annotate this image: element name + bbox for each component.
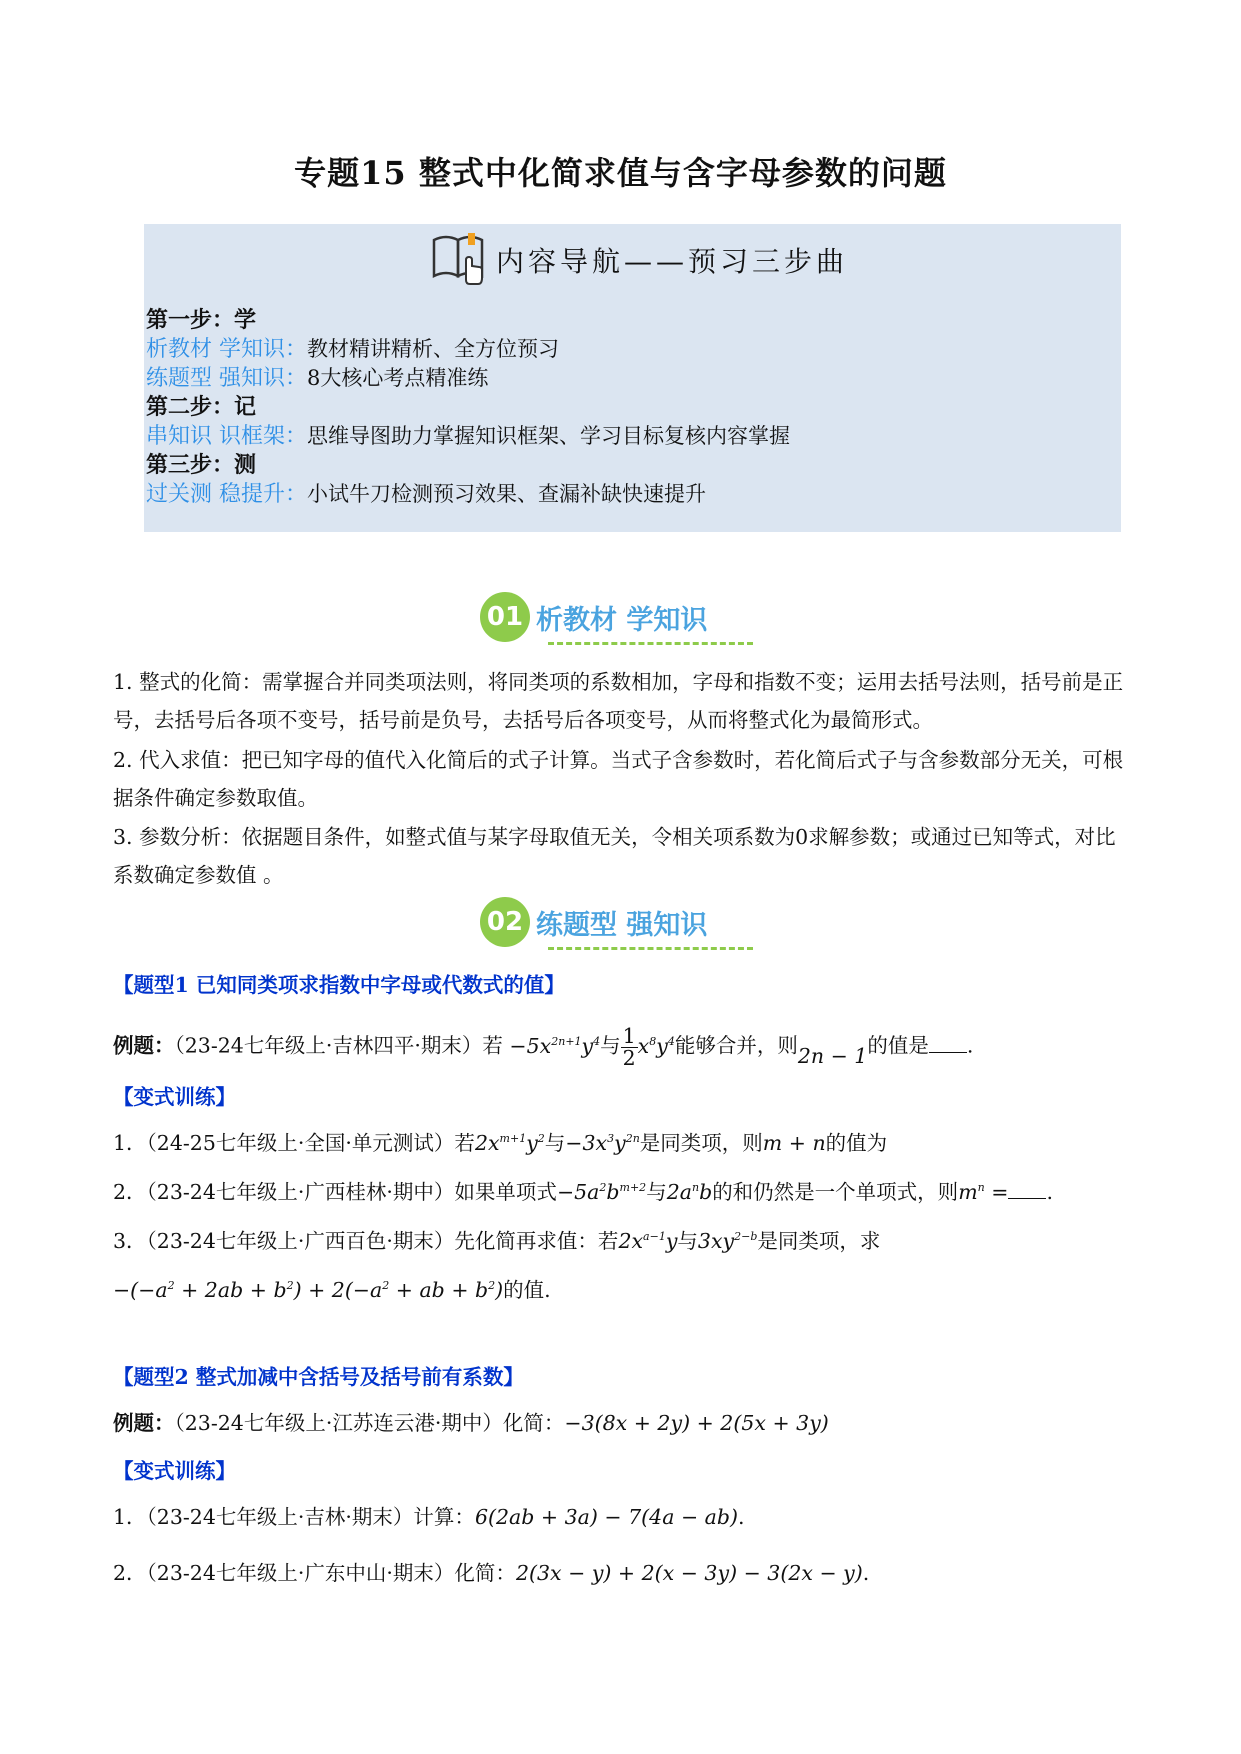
- q3-like-terms: 是同类项，求: [757, 1229, 881, 1253]
- type-1-question-3-expression: [113, 1273, 551, 1303]
- knowledge-point-2: 2. 代入求值：把已知字母的值代入化简后的式子计算。当式子含参数时，若化简后式子与含参数部分无关，可根据条件确定参数取值。: [113, 748, 1124, 810]
- math-q2-b: $2a^nb$: [666, 1180, 713, 1204]
- q2-number: 2．: [113, 1180, 147, 1204]
- math-t2-example: −3(8x + 2y) + 2(5x + 3y): [564, 1411, 829, 1435]
- type-2-question-1: 1．（23-24七年级上·吉林·期末）计算：6(2ab + 3a) − 7(4a − ab).: [113, 1505, 745, 1529]
- text-and: 与: [600, 1033, 621, 1058]
- q1-number: 1．: [113, 1131, 147, 1155]
- nav-line-1-label: 析教材 学知识：: [146, 337, 307, 362]
- q2-source: （23-24七年级上·广西桂林·期中）如果单项式: [146, 1180, 557, 1204]
- knowledge-point-3: 3. 参数分析：依据题目条件，如整式值与某字母取值无关，令相关项系数为0求解参数；或通过已知等式，对比系数确定参数值 。: [113, 825, 1116, 887]
- type-2-example: [113, 1406, 829, 1436]
- q2-answer-blank: [1008, 1197, 1046, 1199]
- q3-source: （23-24七年级上·广西百色·期末）先化简再求值：若: [146, 1229, 619, 1253]
- nav-line-1-text: 教材精讲精析、全方位预习: [307, 337, 559, 361]
- q3-and: 与: [677, 1229, 698, 1253]
- math-q3-b: $3xy^{2-b}$: [697, 1229, 758, 1253]
- q3-number: 3．: [113, 1229, 147, 1253]
- math-2n-1: 2n − 1: [797, 1043, 868, 1068]
- nav-line-2-text: 8大核心考点精准练: [307, 366, 489, 390]
- nav-line-1: [146, 335, 559, 364]
- math-monomial-b: $x^8y^4$: [637, 1033, 675, 1058]
- t2-q2-source: （23-24七年级上·广东中山·期末）化简：: [146, 1561, 516, 1585]
- math-q2-a: $-5a^2b^{m+2}$: [556, 1180, 647, 1204]
- step-1-heading: 第一步：学: [146, 307, 257, 333]
- type-2-heading: 【题型2 整式加减中含括号及括号前有系数】: [113, 1365, 524, 1389]
- nav-header: [430, 230, 848, 290]
- q2-sum-text: 的和仍然是一个单项式，则: [712, 1180, 959, 1204]
- nav-line-3: [146, 422, 790, 451]
- nav-line-4-label: 过关测 稳提升：: [146, 482, 307, 507]
- type-1-variant-heading: 【变式训练】: [113, 1085, 236, 1109]
- type-2-example-label: 例题：: [113, 1411, 175, 1435]
- nav-line-4-text: 小试牛刀检测预习效果、查漏补缺快速提升: [307, 482, 706, 506]
- q1-like-terms: 是同类项，则: [639, 1131, 763, 1155]
- section-01-header: [480, 592, 707, 642]
- t2-q1-number: 1．: [113, 1505, 147, 1529]
- section-02-header: [480, 897, 707, 947]
- type-1-example: 例题：（23-24七年级上·吉林四平·期末）若 $-5x^{2n+1}y^4$与 $\frac{1}{2}$ $x^8y^4$能够合并，则2n − 1的值是 .: [113, 1024, 974, 1070]
- math-q3-a: $2x^{a-1}y$: [618, 1229, 678, 1253]
- section-02-dash: [548, 947, 753, 950]
- section-01-title: 析教材 学知识: [536, 604, 708, 636]
- page-title: 专题15 整式中化简求值与含字母参数的问题: [294, 154, 947, 192]
- type-1-heading: 【题型1 已知同类项求指数中字母或代数式的值】: [113, 973, 565, 997]
- math-q1-b: $-3x^3y^{2n}$: [565, 1131, 640, 1155]
- q1-and: 与: [544, 1131, 566, 1155]
- example-source: （23-24七年级上·吉林四平·期末）若: [174, 1033, 503, 1058]
- example-label: 例题：: [113, 1033, 175, 1058]
- answer-blank: [929, 1051, 967, 1053]
- type-1-question-2: 2．（23-24七年级上·广西桂林·期中）如果单项式$-5a^2b^{m+2}$与$2a^nb$的和仍然是一个单项式，则$m^n$ = .: [113, 1180, 1053, 1204]
- nav-line-2: [146, 364, 488, 393]
- text-value-is: 的值是: [867, 1033, 929, 1058]
- type-1-question-3: [113, 1224, 880, 1254]
- math-t2-q2: 2(3x − y) + 2(x − 3y) − 3(2x − y): [515, 1561, 863, 1585]
- type-1-question-1: [113, 1126, 887, 1156]
- math-q3-expression: $-(-a^2 + 2ab + b^2) + 2(-a^2$ + ab + $b^2$): [113, 1278, 504, 1302]
- type-2-example-source: （23-24七年级上·江苏连云港·期中）化简：: [174, 1411, 565, 1435]
- math-monomial-a: $-5x^{2n+1}y^4$: [509, 1033, 601, 1058]
- q1-value: 的值为: [825, 1131, 888, 1155]
- nav-line-4: [146, 480, 706, 509]
- math-q1-mn: m + n: [762, 1131, 826, 1155]
- text-can-combine: 能够合并，则: [674, 1033, 798, 1058]
- q2-and: 与: [646, 1180, 667, 1204]
- math-q1-a: $2x^{m+1}y^2$: [474, 1131, 545, 1155]
- math-q2-mn: $m^n$ =: [958, 1180, 1009, 1204]
- book-pointer-icon: [430, 230, 490, 290]
- step-2-heading: 第二步：记: [146, 394, 257, 420]
- nav-title: 内容导航——预习三步曲: [496, 245, 849, 278]
- t2-q1-source: （23-24七年级上·吉林·期末）计算：: [146, 1505, 475, 1529]
- section-01-badge: 01: [480, 592, 530, 642]
- step-3-heading: 第三步：测: [146, 452, 257, 478]
- section-02-title: 练题型 强知识: [536, 909, 708, 941]
- math-t2-q1: 6(2ab + 3a) − 7(4a − ab): [474, 1505, 738, 1529]
- nav-line-2-label: 练题型 强知识：: [146, 366, 307, 391]
- type-2-question-2: 2．（23-24七年级上·广东中山·期末）化简：2(3x − y) + 2(x − 3y) − 3(2x − y).: [113, 1561, 870, 1585]
- q3-value-text: 的值.: [503, 1278, 551, 1302]
- type-2-variant-heading: 【变式训练】: [113, 1459, 236, 1483]
- nav-line-3-label: 串知识 识框架：: [146, 424, 307, 449]
- math-fraction-half: $\frac{1}{2}$: [622, 1024, 636, 1070]
- nav-line-3-text: 思维导图助力掌握知识框架、学习目标复核内容掌握: [307, 424, 790, 448]
- q1-source: （24-25七年级上·全国·单元测试）若: [146, 1131, 475, 1155]
- knowledge-point-1: 1. 整式的化简：需掌握合并同类项法则，将同类项的系数相加，字母和指数不变；运用去括号法则，括号前是正号，去括号后各项不变号，括号前是负号，去括号后各项变号，从而将整式化为最简形式。: [113, 670, 1124, 732]
- t2-q2-number: 2．: [113, 1561, 147, 1585]
- section-01-dash: [548, 642, 753, 645]
- section-02-badge: 02: [480, 897, 530, 947]
